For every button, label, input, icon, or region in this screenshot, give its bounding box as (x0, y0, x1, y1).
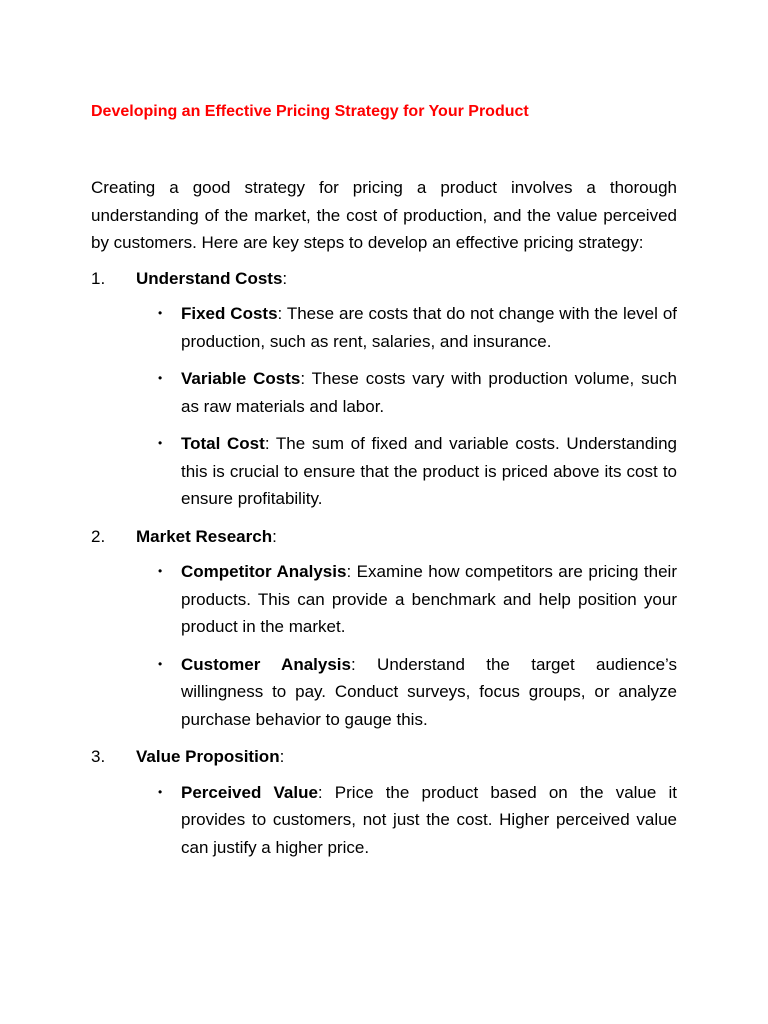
step-heading (91, 743, 677, 771)
list-item (91, 300, 677, 355)
step-number: 3. (91, 747, 106, 766)
list-item (91, 651, 677, 734)
bullet-text: : These are costs that do not change with the level of production, such as rent, salaries, and insurance. (181, 304, 677, 351)
bullet-list (91, 779, 677, 862)
step-heading (91, 523, 677, 551)
bullet-term: Variable Costs (181, 369, 301, 388)
step-number: 2. (91, 526, 106, 546)
bullet-text: : Examine how competitors are pricing their products. This can provide a benchmark and help position your product in the market. (181, 562, 677, 636)
list-item (91, 430, 677, 513)
bullet-term: Customer Analysis (181, 654, 351, 674)
document-title: Developing an Effective Pricing Strategy for Your Product (91, 103, 529, 120)
step-item (91, 523, 677, 734)
intro-paragraph: Creating a good strategy for pricing a product involves a thorough understanding of the market, the cost of production, and the value perceived by customers. Here are key steps to develop an effective pricing strategy: (91, 178, 677, 252)
bullet-list (91, 558, 677, 733)
list-item (91, 365, 677, 420)
document-page (91, 100, 677, 871)
bullet-text: : These costs vary with production volume, such as raw materials and labor. (181, 369, 677, 416)
bullet-term: Fixed Costs (181, 304, 278, 323)
bullet-list (91, 300, 677, 513)
bullet-term: Total Cost (181, 434, 265, 453)
step-suffix: : (282, 268, 288, 288)
bullet-icon: • (158, 306, 163, 320)
step-title: Understand Costs (136, 268, 283, 288)
bullet-term: Competitor Analysis (181, 562, 347, 581)
bullet-text: : Price the product based on the value it provides to customers, not just the cost. Higher perceived value can justify a higher price. (181, 782, 677, 857)
list-item (91, 558, 677, 641)
bullet-icon: • (158, 371, 163, 385)
bullet-term: Perceived Value (181, 782, 318, 802)
step-item (91, 743, 677, 861)
list-item (91, 779, 677, 862)
step-item (91, 265, 677, 513)
bullet-icon: • (158, 656, 163, 671)
steps-list (91, 265, 677, 862)
step-title: Market Research (136, 526, 273, 546)
step-suffix: : (272, 526, 277, 546)
step-suffix: : (279, 747, 285, 766)
bullet-text: : The sum of fixed and variable costs. Understanding this is crucial to ensure that the product is priced above its cost to ensure profitability. (181, 434, 677, 508)
step-title: Value Proposition (136, 747, 280, 766)
bullet-text: : Understand the target audience’s willingness to pay. Conduct surveys, focus groups, or analyze purchase behavior to gauge this. (181, 654, 677, 729)
bullet-icon: • (158, 784, 163, 799)
step-number: 1. (91, 268, 106, 288)
step-heading (91, 265, 677, 293)
bullet-icon: • (158, 436, 163, 450)
bullet-icon: • (158, 564, 163, 578)
